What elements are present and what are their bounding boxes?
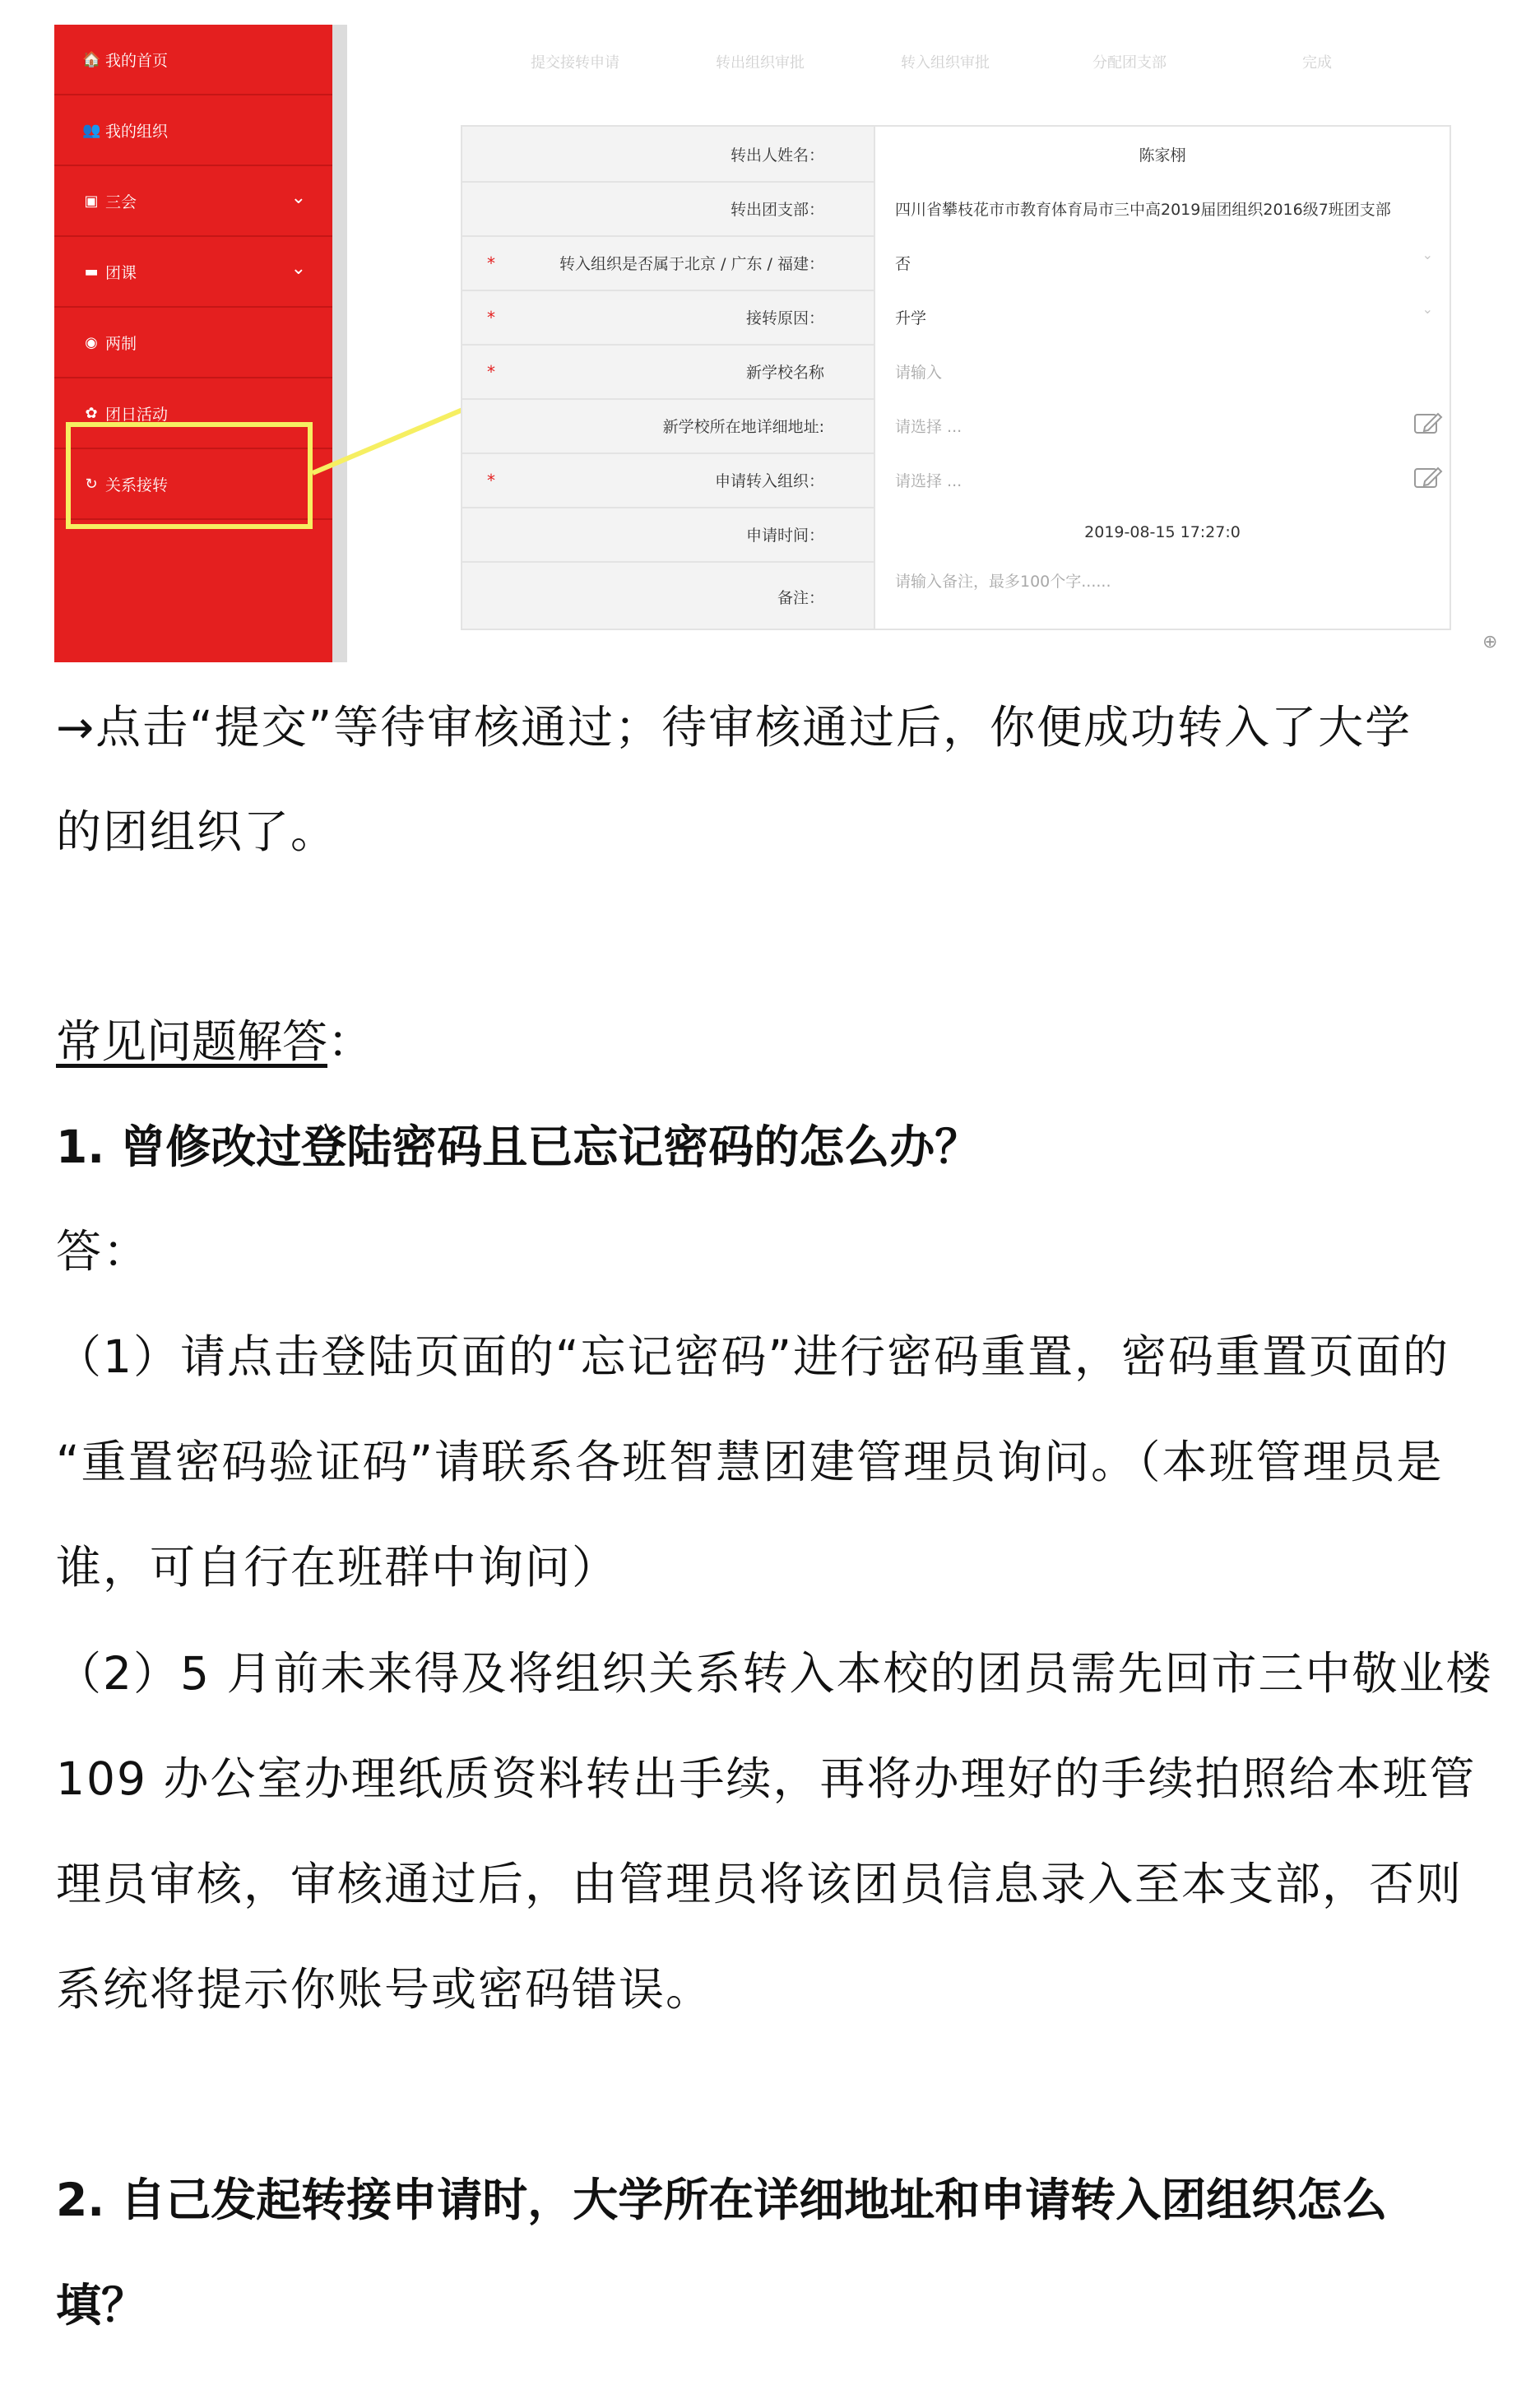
field-label: 申请时间： — [745, 527, 824, 545]
answer-label: 答： — [56, 1225, 151, 1278]
faq-heading-colon: ： — [327, 1015, 373, 1068]
chevron-down-icon: ⌄ — [290, 258, 306, 279]
field-label: 转出人姓名： — [730, 146, 824, 165]
answer-2-line-3: 理员审核，审核通过后，由管理员将该团员信息录入至本支部，否则 — [56, 1858, 1463, 1910]
sidebar-item-label: 关系接转 — [105, 476, 169, 494]
required-mark: * — [487, 471, 495, 490]
apply-time-value: 2019-08-15 17:27:0 — [874, 507, 1450, 561]
edit-icon[interactable] — [1413, 411, 1443, 436]
form-row-remark — [462, 561, 1450, 629]
chevron-down-icon: ⌄ — [1422, 247, 1433, 262]
region-select[interactable]: 否 ⌄ — [874, 235, 1450, 290]
zoom-icon[interactable]: ⊕ — [1482, 632, 1498, 652]
form-row-apply-time — [462, 507, 1450, 563]
field-label: 申请转入组织： — [714, 472, 824, 490]
step-in-approve: 转入组织审批 — [901, 54, 990, 72]
answer-1-line-3: 谁，可自行在班群中询问） — [56, 1541, 619, 1594]
target-org-picker[interactable]: 请选择 ... — [874, 452, 1450, 507]
required-mark: * — [487, 362, 495, 382]
answer-2-line-2: 109 办公室办理纸质资料转出手续，再将办理好的手续拍照给本班管 — [56, 1752, 1477, 1805]
sidebar-item-label: 三会 — [105, 193, 137, 211]
folder-icon: ▬ — [84, 262, 99, 281]
paragraph-line: →点击“提交”等待审核通过；待审核通过后，你便成功转入了大学 — [56, 701, 1412, 754]
sidebar-item-label: 团日活动 — [105, 405, 169, 424]
question-1: 1. 曾修改过登陆密码且已忘记密码的怎么办？ — [56, 1121, 981, 1173]
refresh-icon: ↻ — [85, 475, 98, 493]
sidebar-item-label: 团课 — [105, 263, 137, 282]
form-row-school-name — [462, 344, 1450, 400]
chevron-down-icon: ⌄ — [290, 188, 306, 208]
question-2-line-1: 2. 自己发起转接申请时，大学所在详细地址和申请转入团组织怎么 — [56, 2174, 1388, 2226]
form-row-reason — [462, 290, 1450, 346]
users-icon: 👥 — [82, 121, 101, 139]
form-row-target-org — [462, 452, 1450, 508]
name-value: 陈家栩 — [874, 127, 1450, 181]
school-address-picker[interactable]: 请选择 ... — [874, 398, 1450, 452]
form-row-name — [462, 127, 1450, 183]
field-label: 新学校名称 — [745, 364, 824, 382]
question-2-line-2: 填？ — [56, 2279, 147, 2332]
field-label: 转出团支部： — [730, 201, 824, 219]
home-icon: 🏠 — [82, 50, 101, 68]
answer-1-line-1: （1）请点击登陆页面的“忘记密码”进行密码重置，密码重置页面的 — [56, 1330, 1450, 1383]
form-row-region — [462, 235, 1450, 291]
required-mark: * — [487, 308, 495, 327]
answer-2-line-1: （2）5 月前未来得及将组织关系转入本校的团员需先回市三中敬业楼 — [56, 1647, 1493, 1700]
form-row-out-branch — [462, 181, 1450, 237]
sidebar-item-label: 两制 — [105, 334, 137, 353]
chevron-down-icon: ⌄ — [1422, 301, 1433, 317]
answer-1-line-2: “重置密码验证码”请联系各班智慧团建管理员询问。（本班管理员是 — [56, 1436, 1444, 1488]
embedded-screenshot — [0, 0, 1540, 666]
faq-heading-text: 常见问题解答 — [56, 1015, 328, 1068]
required-mark: * — [487, 253, 495, 273]
step-done: 完成 — [1302, 54, 1332, 72]
faq-heading — [56, 1005, 373, 1070]
paragraph-line: 的团组织了。 — [56, 805, 338, 858]
answer-2-line-4: 系统将提示你账号或密码错误。 — [56, 1963, 713, 2016]
step-out-approve: 转出组织审批 — [716, 54, 805, 72]
remark-textarea[interactable]: 请输入备注，最多100个字...... — [874, 561, 1450, 629]
sidebar-item-label: 我的首页 — [105, 51, 169, 70]
reason-select[interactable]: 升学 ⌄ — [874, 290, 1450, 344]
field-label: 接转原因： — [745, 309, 824, 327]
step-assign-branch: 分配团支部 — [1092, 54, 1167, 72]
gear-icon: ✿ — [85, 404, 98, 422]
school-name-input[interactable]: 请输入 — [874, 344, 1450, 398]
out-branch-value: 四川省攀枝花市市教育体育局市三中高2019届团组织2016级7班团支部 — [874, 181, 1450, 235]
target-icon: ◉ — [85, 333, 98, 351]
field-label: 备注： — [777, 589, 824, 607]
edit-icon[interactable] — [1413, 466, 1443, 490]
field-label: 转入组织是否属于北京 / 广东 / 福建： — [559, 255, 824, 273]
sidebar-item-label: 我的组织 — [105, 122, 169, 141]
field-label: 新学校所在地详细地址: — [662, 418, 824, 436]
edit-square-icon: ▣ — [84, 192, 99, 210]
step-submit: 提交接转申请 — [531, 54, 619, 72]
form-row-school-address — [462, 398, 1450, 454]
progress-steps — [0, 51, 1540, 76]
transfer-form — [461, 125, 1451, 630]
